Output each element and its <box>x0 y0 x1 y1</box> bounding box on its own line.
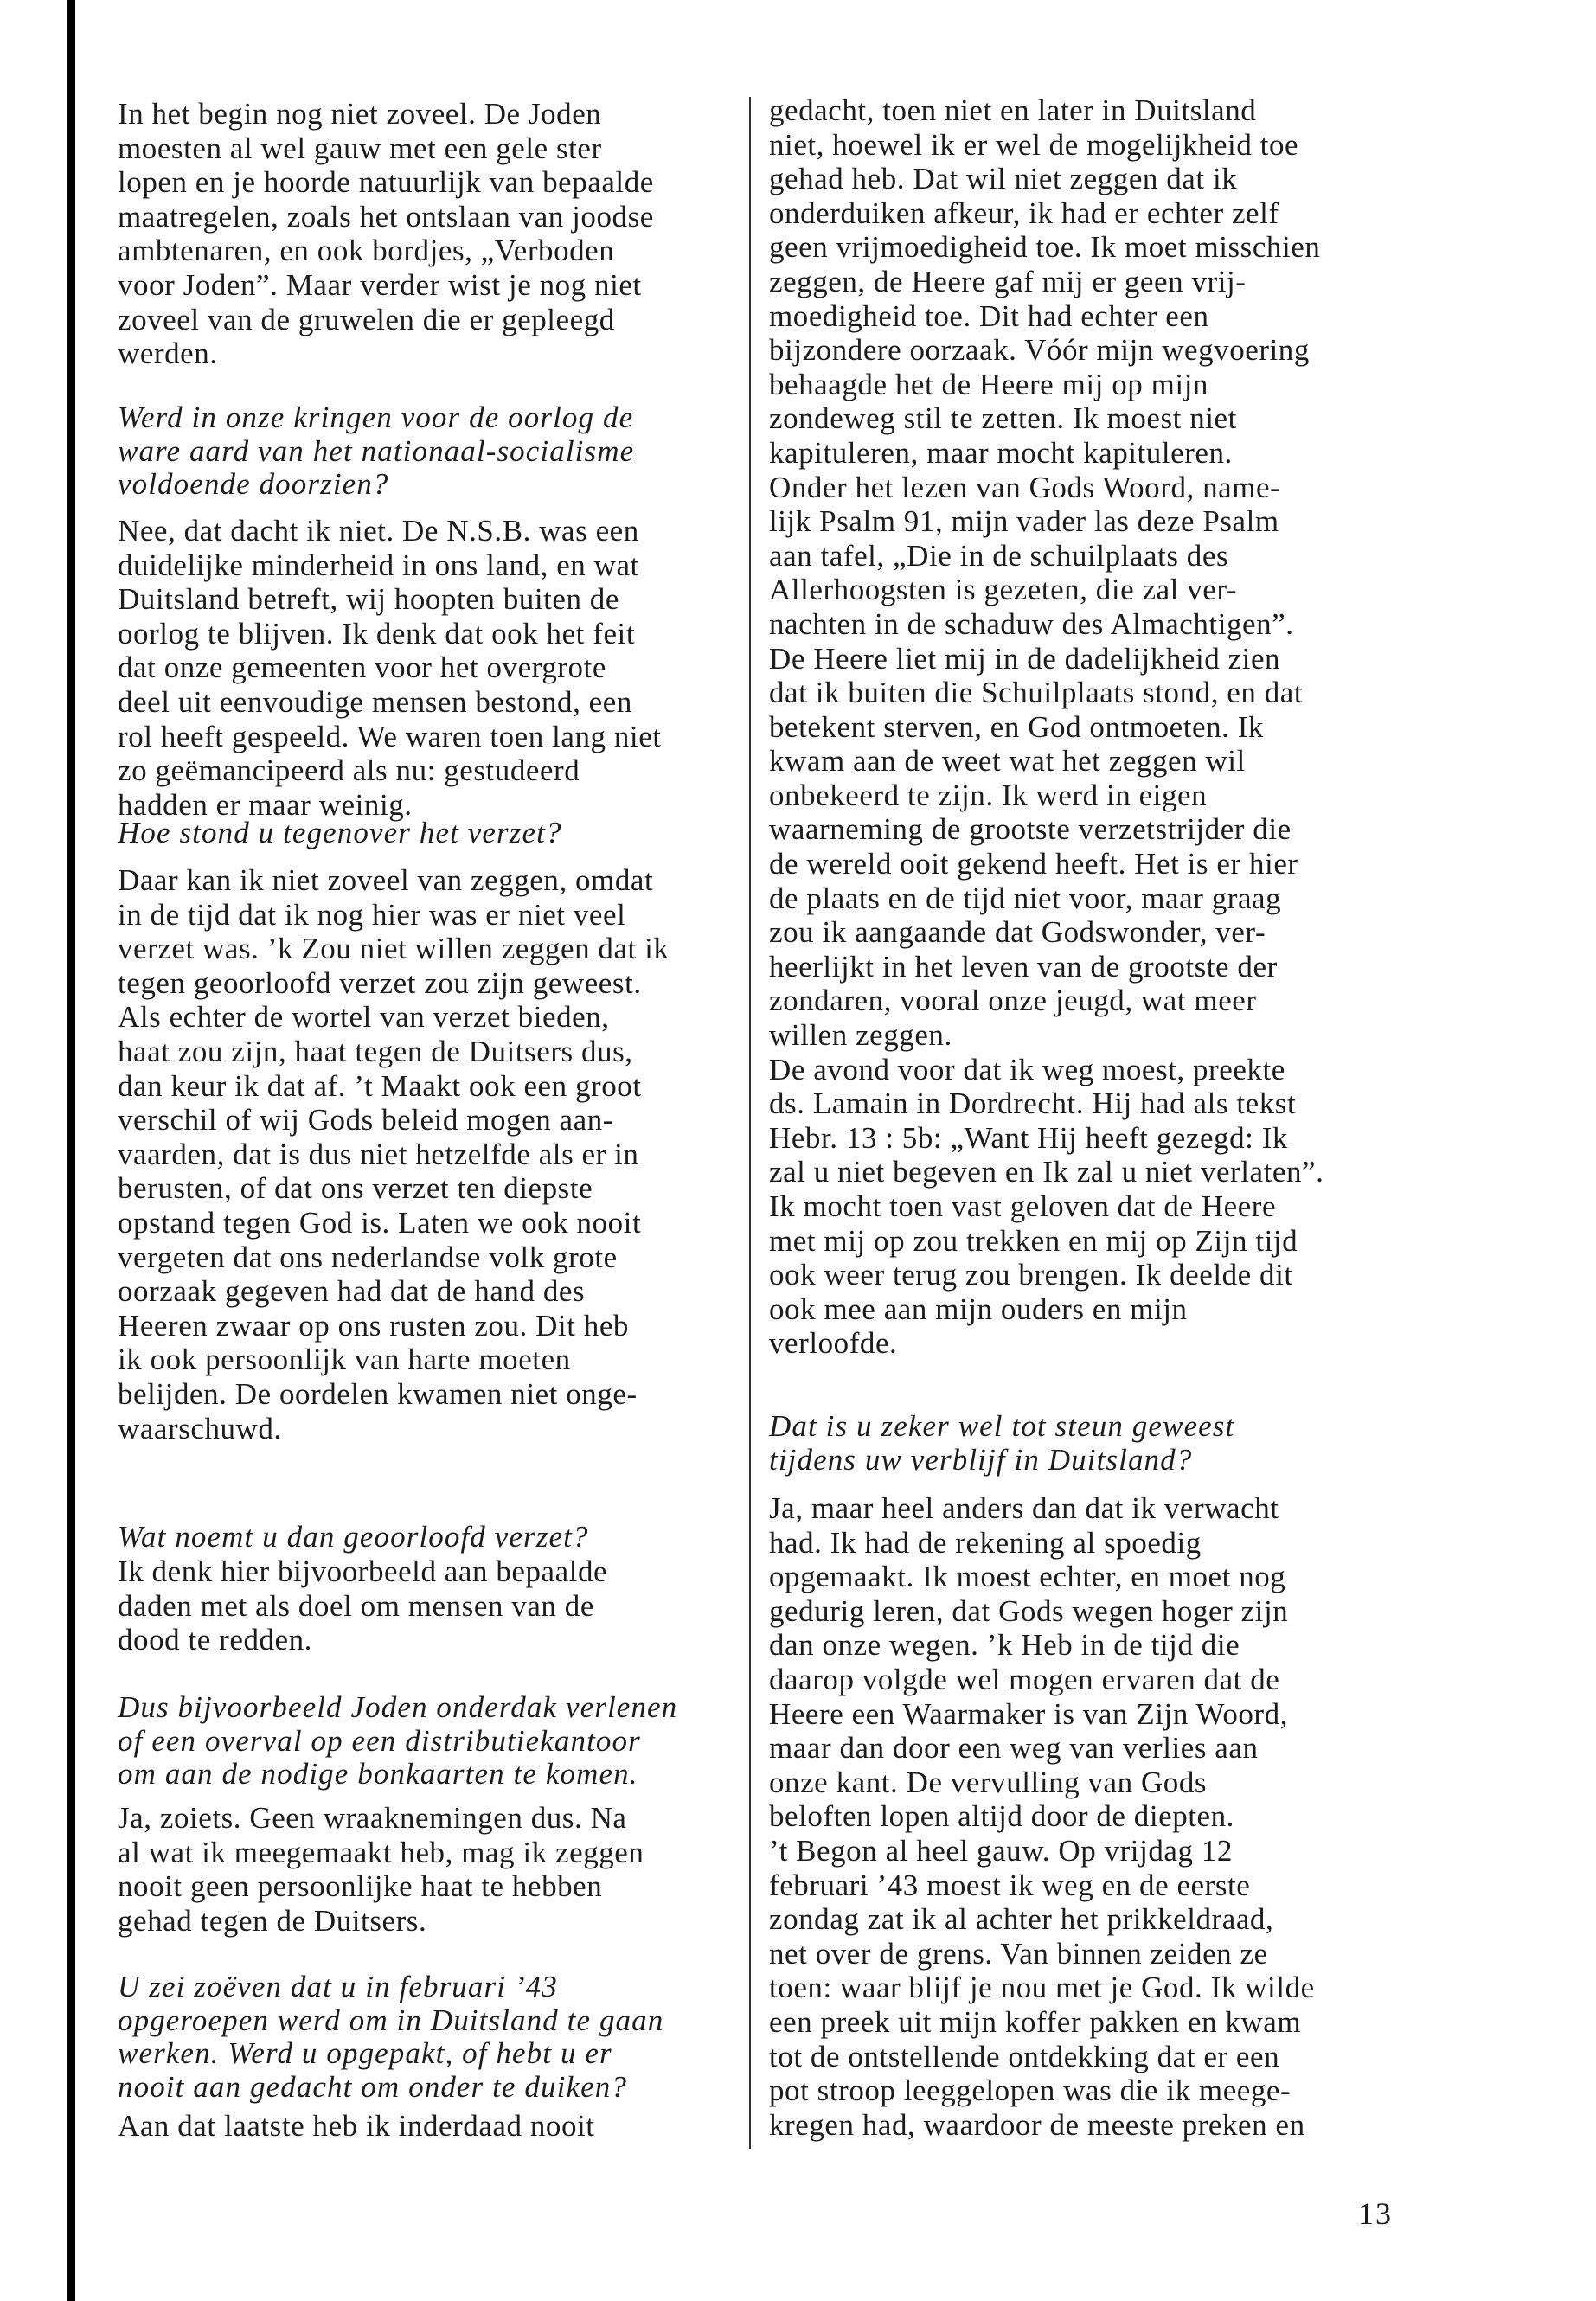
text-line: in de tijd dat ik nog hier was er niet veel <box>118 897 626 932</box>
text-line: om aan de nodige bonkaarten te komen. <box>118 1757 638 1791</box>
text-line: duidelijke minderheid in ons land, en wat <box>118 548 639 582</box>
text-line: werken. Werd u opgepakt, of hebt u er <box>118 2036 612 2070</box>
text-line: Heeren zwaar op ons rusten zou. Dit heb <box>118 1308 629 1343</box>
text-line: Heere een Waarmaker is van Zijn Woord, <box>769 1696 1288 1731</box>
text-line: dan keur ik dat af. ’t Maakt ook een groot <box>118 1068 642 1103</box>
text-line: een preek uit mijn koffer pakken en kwam <box>769 2004 1302 2039</box>
text-line: kregen had, waardoor de meeste preken en <box>769 2107 1305 2142</box>
text-line: ook weer terug zou brengen. Ik deelde dit <box>769 1258 1293 1292</box>
text-line: verzet was. ’k Zou niet willen zeggen dat ik <box>118 932 670 966</box>
text-line: zeggen, de Heere gaf mij er geen vrij- <box>769 264 1247 298</box>
text-line: Dat is u zeker wel tot steun geweest <box>769 1409 1235 1443</box>
text-line: toen: waar blijf je nou met je God. Ik wilde <box>769 1971 1315 2005</box>
text-line: al wat ik meegemaakt heb, mag ik zeggen <box>118 1835 644 1869</box>
text-line: niet, hoewel ik er wel de mogelijkheid toe <box>769 127 1299 162</box>
paragraph <box>118 2109 595 2144</box>
text-line: Ik denk hier bijvoorbeeld aan bepaalde <box>118 1554 608 1588</box>
column-divider <box>749 97 751 2149</box>
text-line: Dus bijvoorbeeld Joden onderdak verlenen <box>118 1690 678 1724</box>
interview-question <box>118 817 562 850</box>
text-line: zondag zat ik al achter het prikkeldraad, <box>769 1902 1274 1937</box>
text-line: vergeten dat ons nederlandse volk grote <box>118 1240 618 1274</box>
text-line: tegen geoorloofd verzet zou zijn geweest. <box>118 965 642 1000</box>
text-line: verloofde. <box>769 1326 898 1361</box>
text-line: De Heere liet mij in de dadelijkheid zien <box>769 641 1281 676</box>
text-line: tijdens uw verblijf in Duitsland? <box>769 1442 1193 1477</box>
text-line: kapituleren, maar mocht kapituleren. <box>769 435 1233 470</box>
text-line: Werd in onze kringen voor de oorlog de <box>118 401 634 434</box>
text-line: opstand tegen God is. Laten we ook nooit <box>118 1205 642 1240</box>
text-line: moesten al wel gauw met een gele ster <box>118 131 602 165</box>
text-line: Aan dat laatste heb ik inderdaad nooit <box>118 2109 595 2143</box>
paragraph <box>118 1801 644 1938</box>
text-line: nachten in de schaduw des Almachtigen”. <box>769 606 1294 641</box>
paragraph <box>769 93 1324 1361</box>
text-line: dan onze wegen. ’k Heb in de tijd die <box>769 1628 1240 1663</box>
text-line: dood te redden. <box>118 1623 312 1657</box>
text-line: waarschuwd. <box>118 1411 282 1445</box>
paragraph <box>118 97 654 371</box>
text-line: Ik mocht toen vast geloven dat de Heere <box>769 1189 1277 1223</box>
text-line: zondaren, vooral onze jeugd, wat meer <box>769 984 1257 1018</box>
text-line: ware aard van het nationaal-socialisme <box>118 433 635 468</box>
text-line: zou ik aangaande dat Godswonder, ver- <box>769 915 1266 950</box>
text-line: dat ik buiten die Schuilplaats stond, en dat <box>769 676 1304 710</box>
text-line: lijk Psalm 91, mijn vader las deze Psalm <box>769 504 1279 539</box>
text-line: voldoende doorzien? <box>118 467 389 501</box>
text-line: De avond voor dat ik weg moest, preekte <box>769 1052 1285 1086</box>
text-line: bijzondere oorzaak. Vóór mijn wegvoering <box>769 333 1310 368</box>
text-line: opgeroepen werd om in Duitsland te gaan <box>118 2003 664 2037</box>
text-line: waarneming de grootste verzetstrijder die <box>769 812 1292 847</box>
text-line: ik ook persoonlijk van harte moeten <box>118 1343 571 1377</box>
page-number: 13 <box>1358 2196 1393 2231</box>
scan-edge-bar <box>67 0 75 2301</box>
text-line: behaagde het de Heere mij op mijn <box>769 367 1208 401</box>
text-line: nooit geen persoonlijke haat te hebben <box>118 1869 603 1904</box>
text-line: onbekeerd te zijn. Ik werd in eigen <box>769 778 1208 812</box>
text-line: gedacht, toen niet en later in Duitsland <box>769 93 1257 127</box>
paragraph <box>118 863 669 1445</box>
text-line: of een overval op een distributiekantoor <box>118 1723 641 1758</box>
text-line: voor Joden”. Maar verder wist je nog niet <box>118 267 642 302</box>
text-line: ds. Lamain in Dordrecht. Hij had als tekst <box>769 1086 1297 1121</box>
text-line: Ja, maar heel anders dan dat ik verwacht <box>769 1491 1279 1525</box>
text-line: dat onze gemeenten voor het overgrote <box>118 651 606 685</box>
interview-question <box>118 1691 677 1791</box>
text-line: Hoe stond u tegenover het verzet? <box>118 816 562 849</box>
text-line: had. Ik had de rekening al spoedig <box>769 1525 1202 1560</box>
text-line: ambtenaren, en ook bordjes, „Verboden <box>118 234 615 268</box>
text-line: heerlijkt in het leven van de grootste der <box>769 949 1278 984</box>
text-line: aan tafel, „Die in de schuilplaats des <box>769 538 1229 573</box>
text-line: daarop volgde wel mogen ervaren dat de <box>769 1662 1280 1696</box>
text-line: gehad heb. Dat wil niet zeggen dat ik <box>769 162 1238 196</box>
text-line: zo geëmancipeerd als nu: gestudeerd <box>118 753 580 788</box>
text-line: verschil of wij Gods beleid mogen aan- <box>118 1103 613 1138</box>
text-line: de plaats en de tijd niet voor, maar graag <box>769 881 1282 915</box>
text-line: werden. <box>118 336 218 371</box>
text-line: gehad tegen de Duitsers. <box>118 1903 427 1938</box>
text-line: met mij op zou trekken en mij op Zijn tijd <box>769 1223 1298 1258</box>
text-line: februari ’43 moest ik weg en de eerste <box>769 1868 1251 1902</box>
interview-question <box>118 1521 589 1554</box>
paragraph <box>118 514 662 822</box>
text-line: Wat noemt u dan geoorloofd verzet? <box>118 1520 589 1554</box>
text-line: net over de grens. Van binnen zeiden ze <box>769 1936 1268 1971</box>
text-line: geen vrijmoedigheid toe. Ik moet misschien <box>769 230 1321 265</box>
interview-question <box>118 1971 663 2104</box>
text-line: Onder het lezen van Gods Woord, name- <box>769 470 1281 504</box>
text-line: zoveel van de gruwelen die er gepleegd <box>118 302 615 336</box>
interview-question <box>769 1410 1234 1477</box>
text-line: hadden er maar weinig. <box>118 787 413 822</box>
paragraph <box>118 1554 607 1657</box>
text-line: moedigheid toe. Dit had echter een <box>769 298 1209 333</box>
text-line: tot de ontstellende ontdekking dat er een <box>769 2039 1280 2073</box>
text-line: oorzaak gegeven had dat de hand des <box>118 1274 586 1309</box>
text-line: Duitsland betreft, wij hoopten buiten de <box>118 582 619 617</box>
text-line: beloften lopen altijd door de diepten. <box>769 1799 1234 1834</box>
text-line: kwam aan de weet wat het zeggen wil <box>769 744 1246 779</box>
text-line: vaarden, dat is dus niet hetzelfde als er in <box>118 1137 639 1171</box>
text-line: berusten, of dat ons verzet ten diepste <box>118 1171 593 1206</box>
text-line: Ja, zoiets. Geen wraaknemingen dus. Na <box>118 1801 627 1835</box>
text-line: betekent sterven, en God ontmoeten. Ik <box>769 709 1264 744</box>
text-line: haat zou zijn, haat tegen de Duitsers dus, <box>118 1034 633 1068</box>
text-line: Daar kan ik niet zoveel van zeggen, omdat <box>118 863 654 897</box>
text-line: Nee, dat dacht ik niet. De N.S.B. was een <box>118 514 639 548</box>
paragraph <box>769 1491 1315 2142</box>
text-line: deel uit eenvoudige mensen bestond, een <box>118 684 632 719</box>
text-line: onze kant. De vervulling van Gods <box>769 1765 1208 1799</box>
text-line: belijden. De oordelen kwamen niet onge- <box>118 1376 638 1411</box>
text-line: gedurig leren, dat Gods wegen hoger zijn <box>769 1593 1289 1628</box>
text-line: lopen en je hoorde natuurlijk van bepaalde <box>118 165 654 200</box>
text-line: rol heeft gespeeld. We waren toen lang niet <box>118 719 662 753</box>
text-line: onderduiken afkeur, ik had er echter zelf <box>769 195 1279 230</box>
text-line: daden met als doel om mensen van de <box>118 1588 594 1623</box>
text-line: pot stroop leeggelopen was die ik meege- <box>769 2073 1292 2108</box>
text-line: ook mee aan mijn ouders en mijn <box>769 1292 1188 1326</box>
text-line: zondeweg stil te zetten. Ik moest niet <box>769 401 1237 436</box>
text-line: In het begin nog niet zoveel. De Joden <box>118 97 602 131</box>
text-line: ’t Begon al heel gauw. Op vrijdag 12 <box>769 1833 1233 1868</box>
interview-question <box>118 401 634 502</box>
text-line: oorlog te blijven. Ik denk dat ook het feit <box>118 616 636 651</box>
text-line: Allerhoogsten is gezeten, die zal ver- <box>769 573 1238 607</box>
text-line: Als echter de wortel van verzet bieden, <box>118 1000 610 1035</box>
text-line: willen zeggen. <box>769 1018 952 1053</box>
text-line: U zei zoëven dat u in februari ’43 <box>118 1970 558 2003</box>
text-line: zal u niet begeven en Ik zal u niet verlaten”. <box>769 1155 1324 1189</box>
text-line: maatregelen, zoals het ontslaan van joodse <box>118 199 654 234</box>
text-line: Hebr. 13 : 5b: „Want Hij heeft gezegd: Ik <box>769 1120 1288 1155</box>
text-line: maar dan door een weg van verlies aan <box>769 1731 1259 1766</box>
text-line: de wereld ooit gekend heeft. Het is er hier <box>769 847 1298 881</box>
text-line: nooit aan gedacht om onder te duiken? <box>118 2069 627 2104</box>
text-line: opgemaakt. Ik moest echter, en moet nog <box>769 1560 1286 1594</box>
